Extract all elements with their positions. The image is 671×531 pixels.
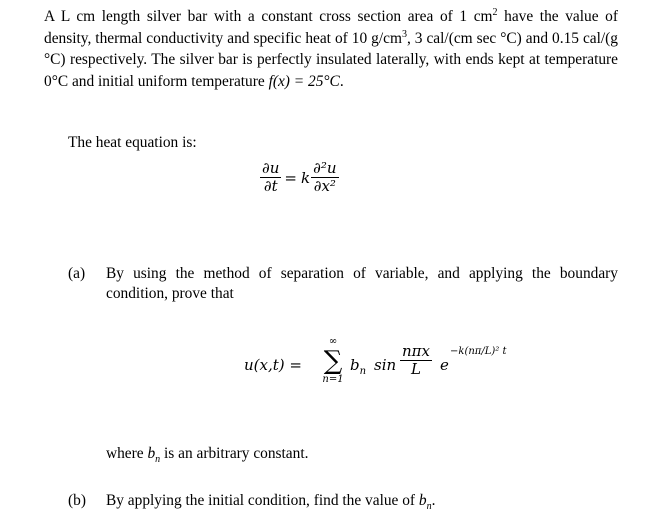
problem-end: . — [339, 72, 344, 90]
sin-arg-denominator: L — [411, 360, 421, 378]
part-a-text: By using the method of separation of variable, and applying the boundary condition, prove that — [106, 265, 618, 302]
where-post: is an arbitrary constant. — [160, 445, 309, 462]
lhs-denominator: ∂t — [263, 177, 278, 195]
sum-lower-limit: n=1 — [322, 374, 344, 385]
heat-equation — [260, 160, 339, 195]
sum-symbol: ∑ — [323, 346, 343, 376]
part-b-post: . — [431, 492, 436, 509]
superscript-3: 3 — [401, 28, 407, 40]
rhs-fraction — [311, 160, 338, 195]
rhs-denominator: ∂x² — [313, 177, 336, 195]
solution-equation — [244, 336, 544, 406]
k-symbol: k — [301, 168, 311, 187]
part-b-pre: By applying the initial condition, find the value of — [106, 492, 419, 509]
sin-function: sin — [374, 356, 397, 374]
where-b: b — [147, 445, 156, 462]
sin-argument-fraction — [400, 343, 432, 378]
problem-text-1: A L cm length silver bar with a constant cross section area of 1 cm — [44, 8, 493, 25]
heat-equation-label: The heat equation is: — [68, 134, 197, 151]
lhs-numerator: ∂u — [262, 159, 280, 177]
part-b-b: b — [418, 492, 427, 509]
where-n: n — [155, 454, 161, 466]
equals-sign: = — [284, 168, 297, 187]
initial-temperature: f(x) = 25°C — [268, 72, 340, 90]
sum-upper-limit: ∞ — [328, 336, 338, 347]
sin-arg-numerator: nπx — [402, 342, 430, 360]
lhs-fraction — [260, 160, 281, 195]
solution-lhs: u(x,t) = — [244, 356, 302, 374]
part-a-label: (a) — [68, 265, 86, 282]
exp-base: e — [440, 356, 449, 374]
problem-text-2: have the value of density, thermal conductivity and specific heat of 10 g/cm — [44, 8, 618, 47]
rhs-numerator: ∂²u — [313, 159, 337, 177]
problem-statement — [44, 6, 618, 92]
where-pre: where — [106, 445, 148, 462]
part-b-label: (b) — [68, 492, 86, 509]
superscript-2: 2 — [492, 6, 498, 18]
summation — [322, 336, 344, 386]
part-b-text — [106, 492, 435, 512]
where-clause — [106, 445, 308, 465]
part-b-n: n — [426, 501, 432, 513]
n-subscript: n — [359, 366, 367, 377]
bn-term — [350, 356, 366, 377]
problem-text-3: , 3 cal/(cm sec °C) and 0.15 cal/(g °C) respectively. The silver bar is perfectly insulated laterally, with ends kept at temperature 0°C and initial uniform temperature — [44, 29, 618, 90]
exponent: −k(nπ/L)² t — [450, 346, 507, 357]
b-symbol: b — [350, 356, 360, 374]
